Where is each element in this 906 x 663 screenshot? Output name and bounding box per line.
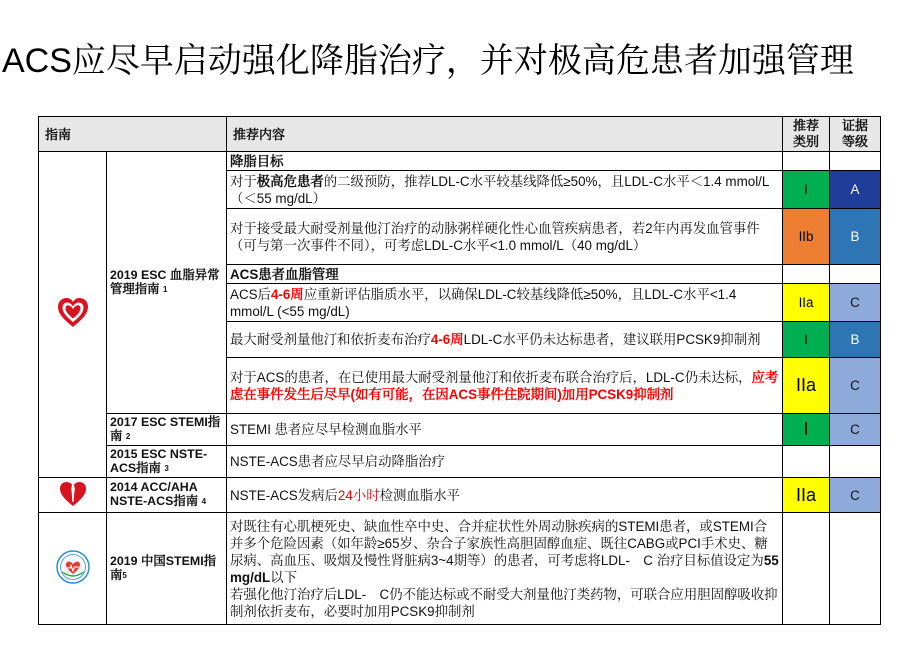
level-badge: A [830, 171, 881, 209]
acc-aha-heart-torch-icon [58, 478, 88, 512]
table-row [39, 152, 881, 171]
acc-aha-logo-cell [39, 478, 107, 513]
esc-heart-logo-icon [56, 296, 90, 334]
section-lipid-target: 降脂目标 [227, 152, 783, 171]
recommendation-text: 对于极高危患者的二级预防，推荐LDL-C水平较基线降低≥50%，且LDL-C水平＜1.4 mmol/L （＜55 mg/dL） [227, 171, 783, 209]
level-badge: B [830, 322, 881, 358]
recommendation-text: NSTE-ACS患者应尽早启动降脂治疗 [227, 446, 783, 478]
recommendation-text: 对于ACS的患者，在已使用最大耐受剂量他汀和依折麦布联合治疗后，LDL-C仍未达标，应考虑在事件发生后尽早(如有可能，在因ACS事件住院期间)加用PCSK9抑制剂 [227, 358, 783, 414]
class-badge: IIa [783, 478, 830, 513]
table-header-row [39, 117, 881, 152]
level-badge: C [830, 478, 881, 513]
recommendation-text: 对既往有心肌梗死史、缺血性卒中史、合并症状性外周动脉疾病的STEMI患者，或STEMI合并多个危险因素（如年龄≥65岁、杂合子家族性高胆固醇血症、既往CABG或PCI手术史、糖尿病、高血压、吸烟及慢性肾脏病3~4期等）的患者，可考虑将LDL- C 治疗目标值设定为55 mg/dL以下 若强化他汀治疗后LDL- C仍不能达标或不耐受大剂量他汀类药物，可联合应用胆固醇吸收抑制剂依折麦布，必要时加用PCSK9抑制剂 [227, 513, 783, 625]
class-badge: IIb [783, 209, 830, 265]
table-row [39, 478, 881, 513]
class-badge: I [783, 414, 830, 446]
class-badge: IIa [783, 358, 830, 414]
recommendation-text: 最大耐受剂量他汀和依折麦布治疗4-6周LDL-C水平仍未达标患者，建议联用PCSK9抑制剂 [227, 322, 783, 358]
cn-logo-cell [39, 513, 107, 625]
header-content: 推荐内容 [227, 117, 783, 152]
recommendation-text: STEMI 患者应尽早检测血脂水平 [227, 414, 783, 446]
class-badge: IIa [783, 284, 830, 322]
class-badge: I [783, 171, 830, 209]
guide-name-esc-2017: 2017 ESC STEMI指南 $^2$ [107, 414, 227, 446]
header-guide: 指南 [39, 117, 227, 152]
level-badge: B [830, 209, 881, 265]
recommendation-text: NSTE-ACS发病后24小时检测血脂水平 [227, 478, 783, 513]
recommendation-text: ACS后4-6周应重新评估脂质水平，以确保LDL-C较基线降低≥50%，且LDL-C水平<1.4 mmol/L (<55 mg/dL) [227, 284, 783, 322]
guide-name-esc-2019: 2019 ESC 血脂异常管理指南 $^1$ [107, 152, 227, 414]
guide-name-esc-2015: 2015 ESC NSTE-ACS指南 $^3$ [107, 446, 227, 478]
table-row [39, 513, 881, 625]
table-row [39, 414, 881, 446]
header-class: 推荐 类别 [783, 117, 830, 152]
chinese-society-cardiology-emblem-icon [56, 550, 90, 588]
esc-logo-cell [39, 152, 107, 478]
guide-name-acc-aha-2014: 2014 ACC/AHA NSTE-ACS指南 $^4$ [107, 478, 227, 513]
header-level: 证据 等级 [830, 117, 881, 152]
class-badge: I [783, 322, 830, 358]
section-acs-lipid: ACS患者血脂管理 [227, 265, 783, 284]
recommendation-text: 对于接受最大耐受剂量他汀治疗的动脉粥样硬化性心血管疾病患者，若2年内再发血管事件（可与第一次事件不同），可考虑LDL-C水平<1.0 mmol/L（40 mg/dL） [227, 209, 783, 265]
guideline-table [38, 116, 881, 625]
guide-name-cn-2019: 2019 中国STEMI指南$^5$ [107, 513, 227, 625]
level-badge: C [830, 414, 881, 446]
slide-title: ACS应尽早启动强化降脂治疗，并对极高危患者加强管理 [2, 42, 854, 80]
level-badge: C [830, 358, 881, 414]
table-row [39, 446, 881, 478]
level-badge: C [830, 284, 881, 322]
